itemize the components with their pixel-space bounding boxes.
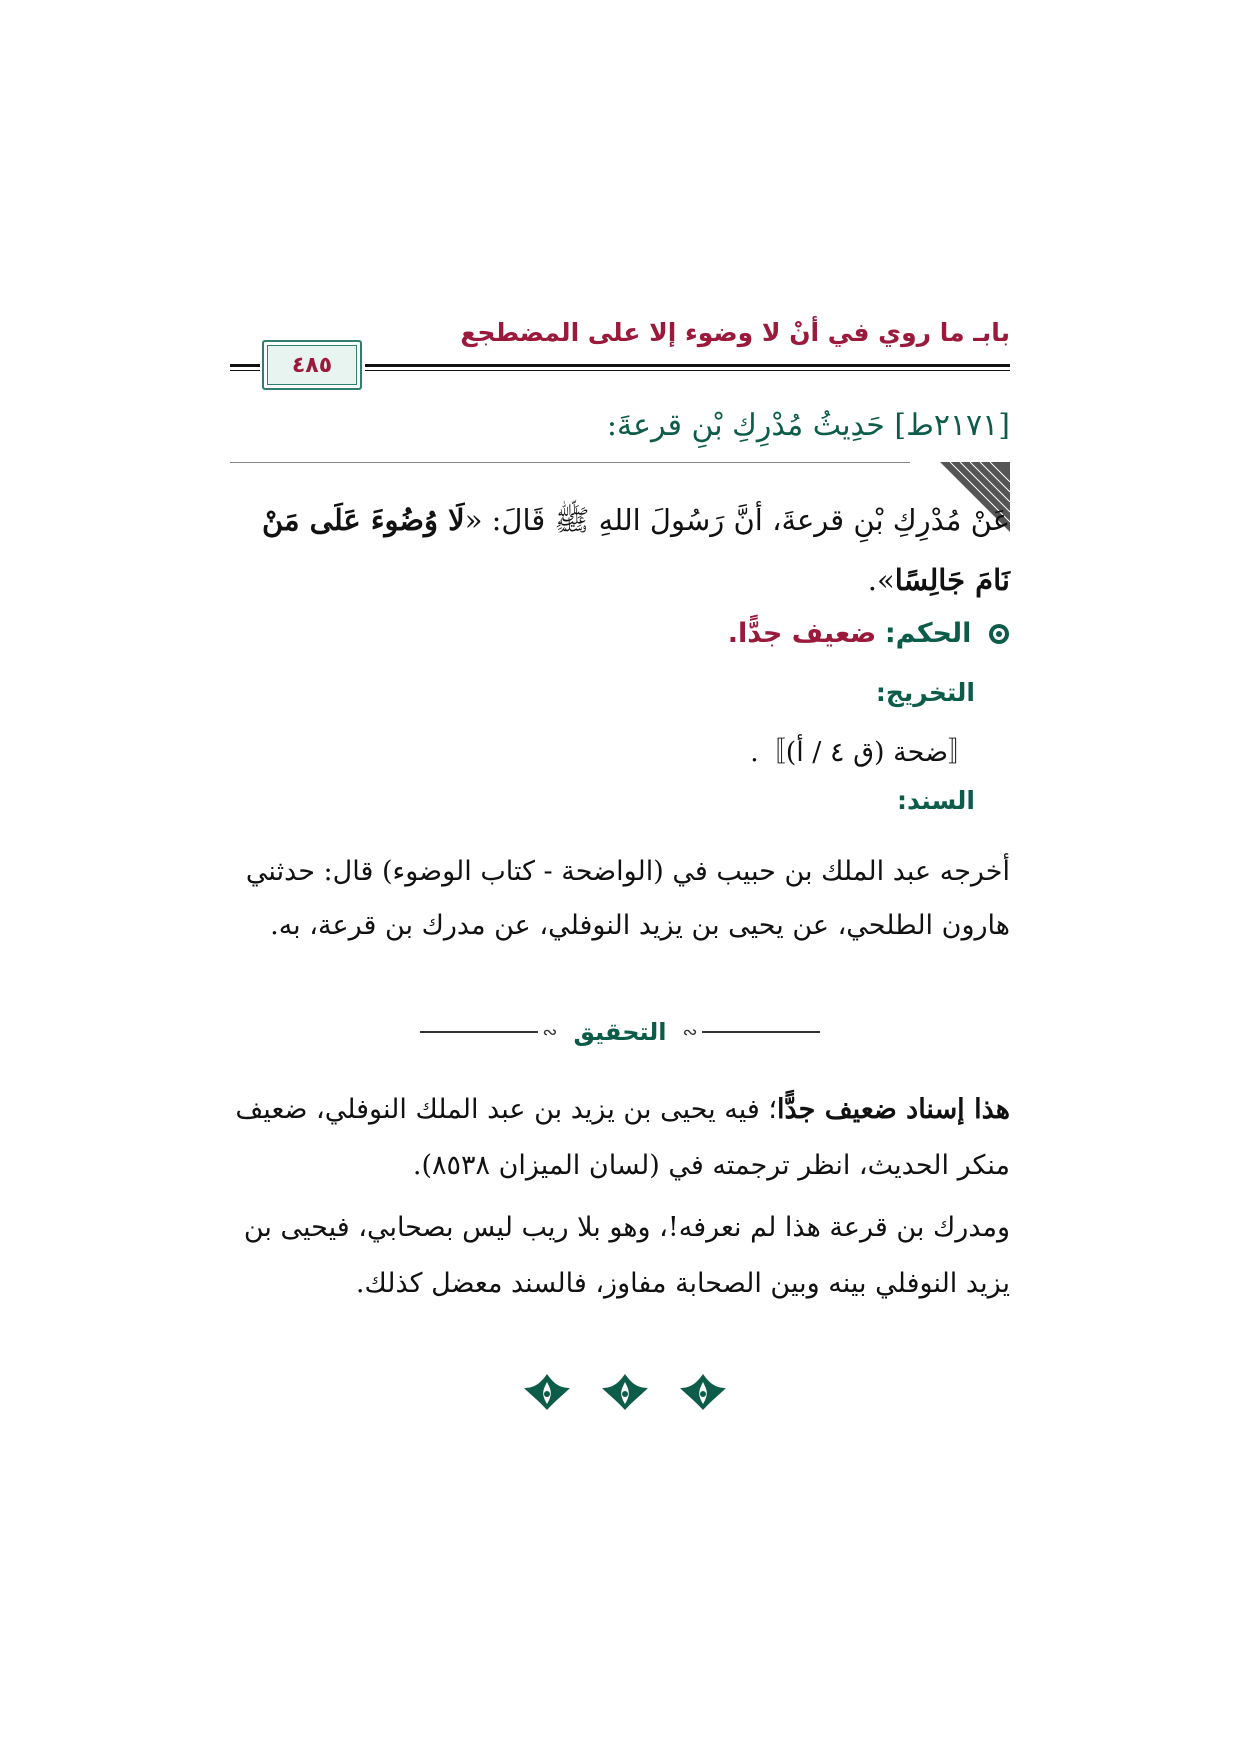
flower-ornament-icon — [598, 1370, 652, 1414]
hadith-heading: [٢١٧١ط] حَدِيثُ مُدْرِكِ بْنِ قرعةَ: — [606, 408, 1010, 443]
takhrij-label: التخريج: — [875, 678, 975, 707]
tahqiq-paragraph-1 — [230, 1082, 1010, 1194]
tahqiq-label: التحقيق — [573, 1018, 667, 1046]
hadith-text — [230, 490, 1010, 610]
page-number: ٤٨٥ — [291, 352, 333, 378]
header-rule-left-thin — [230, 370, 260, 371]
tahqiq-paragraph-1-text: ؛ فيه يحيى بن يزيد بن عبد الملك النوفلي، ضعيف منكر الحديث، انظر ترجمته في (لسان الميزان ٨٥٣٨). — [235, 1094, 1010, 1181]
tahqiq-divider — [420, 1012, 820, 1052]
flower-ornament-icon — [520, 1370, 574, 1414]
hadith-text-matn: لَا وُضُوءَ عَلَى مَنْ نَامَ جَالِسًا — [261, 503, 1010, 597]
tahqiq-paragraph-2: ومدرك بن قرعة هذا لم نعرفه!، وهو بلا ريب ليس بصحابي، فيحيى بن يزيد النوفلي بينه وبين الصحابة مفاوز، فالسند معضل كذلك. — [243, 1212, 1010, 1299]
running-title: بابـ ما روي في أنْ لا وضوء إلا على المضطجع — [460, 318, 1010, 347]
ruling-label: الحكم: — [884, 618, 972, 649]
sanad-text: أخرجه عبد الملك بن حبيب في (الواضحة - كتاب الوضوء) قال: حدثني هارون الطلحي، عن يحيى بن يزيد النوفلي، عن مدرك بن قرعة، به. — [245, 856, 1010, 941]
source-reference: 〚ضحة (ق ٤ / أ)〛. — [750, 737, 975, 768]
flower-ornament-icon — [676, 1370, 730, 1414]
end-ornaments — [520, 1370, 730, 1420]
hadith-text-end: ». — [867, 563, 895, 597]
divider-line-left — [420, 1031, 538, 1033]
header-rule — [365, 364, 1010, 367]
header-rule-left — [230, 364, 260, 367]
page-number-badge — [262, 340, 362, 390]
header-rule-thin — [365, 370, 1010, 371]
tahqiq-verdict: هذا إسناد ضعيف جدًّا — [776, 1094, 1010, 1125]
swirl-ornament-icon: ∾ — [542, 1021, 558, 1043]
hadith-text-intro: عَنْ مُدْرِكِ بْنِ قرعةَ، أنَّ رَسُولَ اللهِ ﷺ قَالَ: « — [464, 503, 1010, 537]
rosette-icon — [988, 623, 1010, 645]
sanad-label: السند: — [896, 786, 975, 815]
heading-underline — [230, 462, 910, 463]
ruling — [728, 618, 1010, 649]
divider-line-right — [702, 1031, 820, 1033]
swirl-ornament-icon: ∾ — [682, 1021, 698, 1043]
ruling-value: ضعيف جدًّا. — [727, 618, 877, 649]
